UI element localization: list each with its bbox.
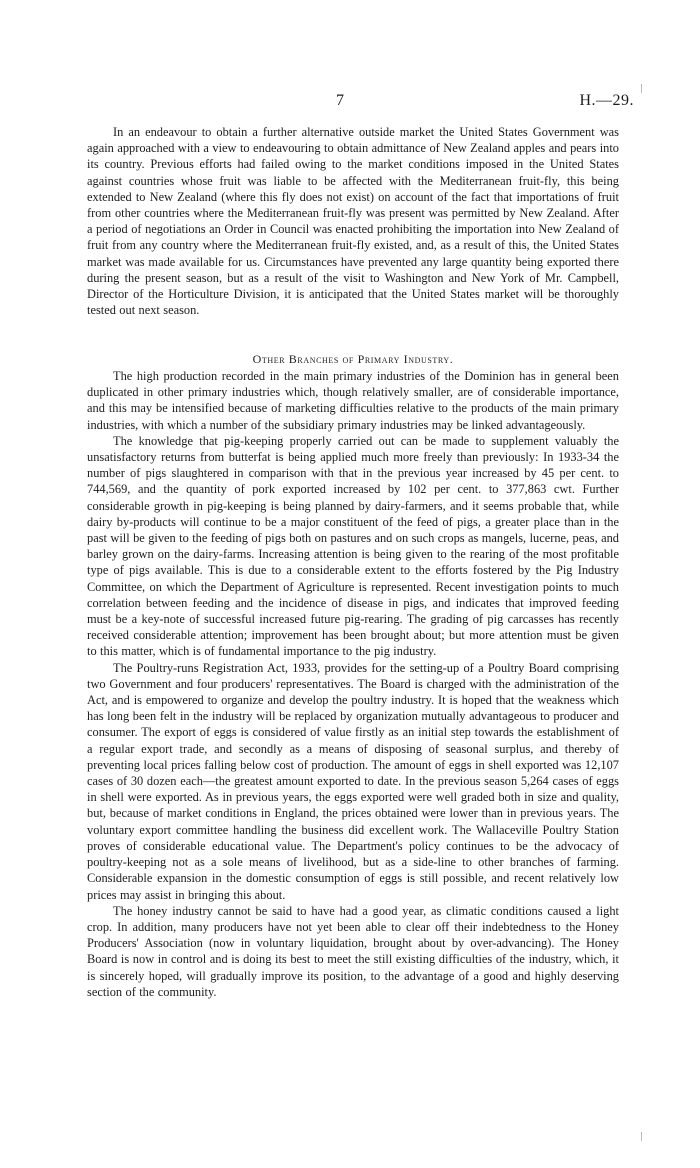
- scan-edge-mark: [641, 1132, 642, 1141]
- scan-edge-mark: [641, 84, 642, 93]
- document-reference: H.—29.: [579, 92, 634, 109]
- paragraph: In an endeavour to obtain a further alternative outside market the United States Government was again approached with a view to endeavouring to obtain admittance of New Zealand apples and pears into its country. Previous efforts had failed owing to the market conditions imposed in the United States against countries whose fruit was liable to be affected with the Mediterranean fruit-fly, this being extended to New Zealand (where this fly does not exist) on account of the fact that importations of fruit from other countries where the Mediterranean fruit-fly was present was permitted by New Zealand. After a period of negotiations an Order in Council was enacted prohibiting the importation into New Zealand of fruit from any country where the Mediterranean fruit-fly existed, and, as a result of this, the United States market was made available for us. Circumstances have prevented any large quantity being exported there during the present season, but as a result of the visit to Washington and New York of Mr. Campbell, Director of the Horticulture Division, it is anticipated that the United States market will be thoroughly tested out next season.: [87, 125, 619, 318]
- section-fruit-export: [87, 124, 619, 318]
- paragraph: The honey industry cannot be said to have had a good year, as climatic conditions caused a light crop. In addition, many producers have not yet been able to clear off their indebtedness to the Honey Producers' Association (now in voluntary liquidation, brought about by over-advancing). The Honey Board is now in control and is doing its best to meet the still existing difficulties of the industry, which, it is sincerely hoped, will gradually improve its position, to the advantage of a good and highly deserving section of the community.: [87, 903, 619, 999]
- paragraph: The knowledge that pig-keeping properly carried out can be made to supplement valuably the unsatisfactory returns from butterfat is being applied much more freely than previously: In 1933-34 the number of pigs slaughtered in comparison with that in the previous year increased by 45 per cent. to 744,569, and the quantity of pork exported increased by 102 per cent. to 377,863 cwt. Further considerable growth in pig-keeping is being planned by dairy-farmers, and it seems probable that, while dairy by-products will continue to be a major constituent of the feed of pigs, a greater place than in the past will be given to the feeding of pigs both on pastures and on such crops as mangels, lucerne, peas, and barley grown on the dairy-farms. Increasing attention is being given to the rearing of the most profitable type of pigs available. This is due to a considerable extent to the efforts fostered by the Pig Industry Committee, on which the Department of Agriculture is represented. Recent investigation points to much correlation between feeding and the incidence of disease in pigs, and indicates that improved feeding must be a key-note of successful increased future pig-rearing. The grading of pig carcasses has recently received considerable attention; improvement has been brought about; but more attention must be given to this matter, which is of fundamental importance to the pig industry.: [87, 433, 619, 659]
- paragraph: The Poultry-runs Registration Act, 1933, provides for the setting-up of a Poultry Board comprising two Government and four producers' representatives. The Board is charged with the administration of the Act, and is empowered to organize and develop the poultry industry. It is hoped that the weakness which has long been felt in the industry will be replaced by organization mutually advantageous to producer and consumer. The export of eggs is considered of value firstly as an initial step towards the establishment of a regular export trade, and secondly as a means of disposing of seasonal surplus, and thereby of preventing local prices falling below cost of production. The amount of eggs in shell exported was 12,107 cases of 30 dozen each—the greatest amount exported to date. In the previous season 5,264 cases of eggs in shell were exported. As in previous years, the eggs exported were well graded both in size and quality, but, because of market conditions in England, the prices obtained were lower than in previous years. The voluntary export committee handling the business did excellent work. The Wallaceville Poultry Station proves of considerable educational value. The Department's policy continues to be the advocacy of poultry-keeping not as a sole means of livelihood, but as a side-line to other branches of farming. Considerable expansion in the domestic consumption of eggs is still possible, and recent relatively low prices may assist in bringing this about.: [87, 660, 619, 902]
- section-heading: Other Branches of Primary Industry.: [252, 352, 454, 366]
- page-number: 7: [336, 92, 345, 109]
- paragraph: The high production recorded in the main primary industries of the Dominion has in general been duplicated in other primary industries which, though relatively smaller, are of considerable importance, and this may be intensified because of marketing difficulties relative to the products of the main primary industries, with which a number of the subsidiary primary industries may be linked advantageously.: [87, 369, 619, 432]
- section-other-branches: [87, 368, 619, 1000]
